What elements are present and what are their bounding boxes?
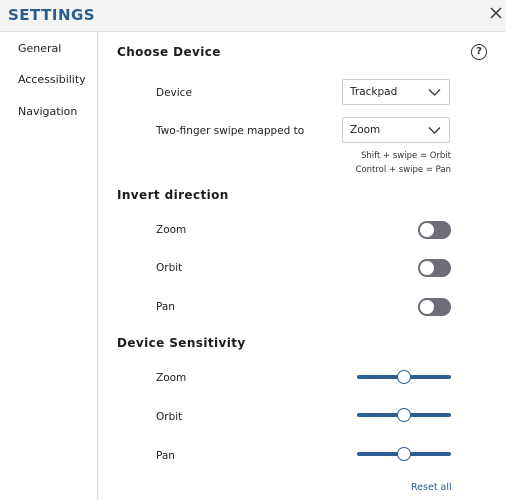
slider-thumb[interactable]: [397, 370, 411, 384]
sensitivity-zoom-slider[interactable]: [357, 370, 451, 384]
device-label: Device: [156, 87, 192, 99]
device-select-value: Trackpad: [350, 86, 398, 98]
sensitivity-pan-slider[interactable]: [357, 447, 451, 461]
settings-panel: [98, 32, 506, 500]
sidebar-item-accessibility[interactable]: Accessibility: [18, 73, 86, 86]
chevron-down-icon: [428, 126, 441, 135]
device-select[interactable]: [342, 79, 450, 105]
invert-zoom-label: Zoom: [156, 224, 187, 236]
sidebar-item-navigation[interactable]: Navigation: [18, 105, 78, 118]
sensitivity-orbit-label: Orbit: [156, 411, 183, 423]
control-swipe-hint: Control + swipe = Pan: [355, 165, 451, 175]
sensitivity-orbit-slider[interactable]: [357, 408, 451, 422]
swipe-mapping-select-value: Zoom: [350, 124, 381, 136]
toggle-knob: [420, 261, 434, 275]
chevron-down-icon: [428, 88, 441, 97]
invert-orbit-label: Orbit: [156, 262, 183, 274]
invert-zoom-toggle[interactable]: [418, 221, 451, 239]
swipe-mapping-label: Two-finger swipe mapped to: [156, 125, 305, 137]
slider-thumb[interactable]: [397, 408, 411, 422]
help-icon[interactable]: ?: [471, 44, 487, 60]
slider-thumb[interactable]: [397, 447, 411, 461]
swipe-mapping-select[interactable]: [342, 117, 450, 143]
sensitivity-pan-label: Pan: [156, 450, 175, 462]
shift-swipe-hint: Shift + swipe = Orbit: [360, 151, 451, 161]
close-icon[interactable]: [490, 7, 502, 19]
settings-header: [0, 0, 506, 32]
toggle-knob: [420, 300, 434, 314]
toggle-knob: [420, 223, 434, 237]
sidebar-item-general[interactable]: General: [18, 42, 62, 55]
invert-orbit-toggle[interactable]: [418, 259, 451, 277]
invert-pan-label: Pan: [156, 301, 175, 313]
sensitivity-zoom-label: Zoom: [156, 372, 187, 384]
page-title: SETTINGS: [8, 6, 96, 24]
device-sensitivity-heading: Device Sensitivity: [117, 336, 246, 350]
choose-device-heading: Choose Device: [117, 45, 221, 59]
invert-pan-toggle[interactable]: [418, 298, 451, 316]
sidebar: [0, 32, 98, 500]
reset-all-link[interactable]: Reset all: [411, 482, 452, 493]
invert-direction-heading: Invert direction: [117, 188, 229, 202]
